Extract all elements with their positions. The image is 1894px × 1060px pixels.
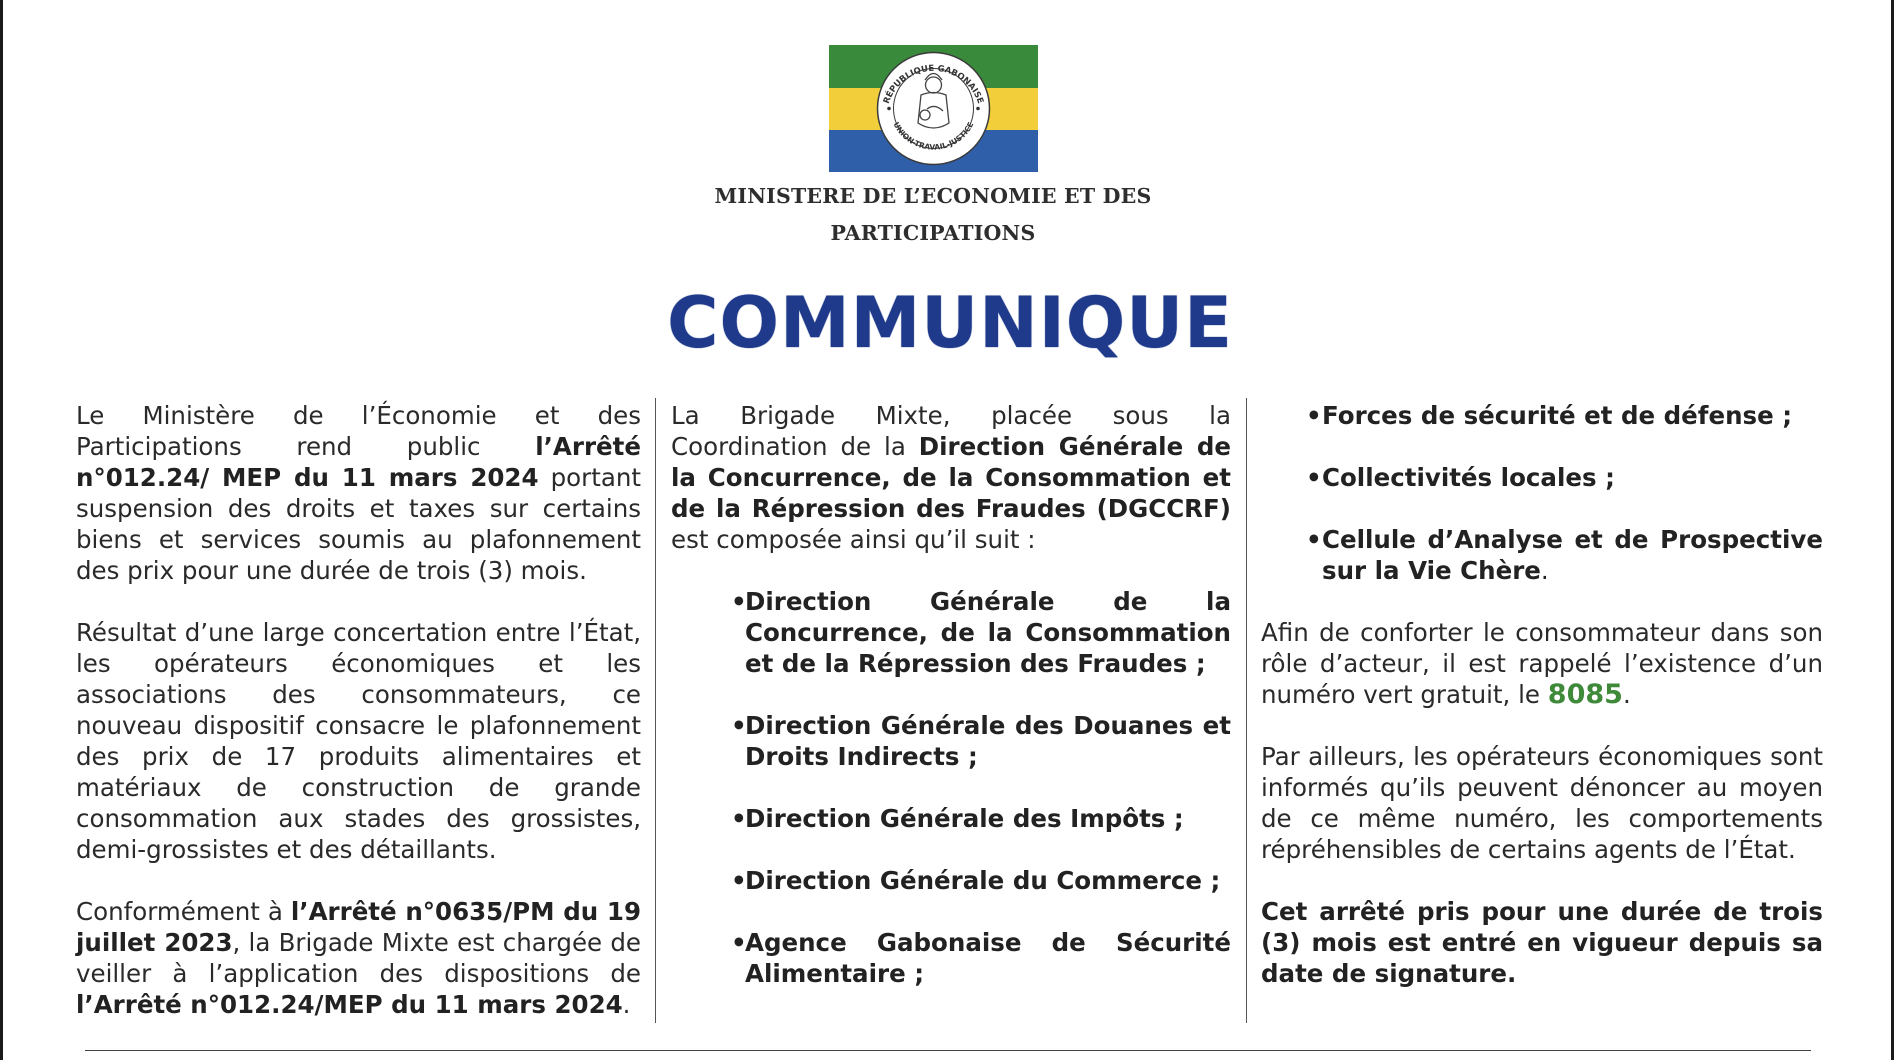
column-1 xyxy=(76,400,641,1051)
column-divider-2 xyxy=(1246,398,1247,1023)
dgccrf-name: Direction Générale de la Concurrence, de la Consommation et de la Répression des Fraudes (DGCCRF) xyxy=(671,432,1231,523)
list-item: • Direction Générale des Douanes et Droits Indirects ; xyxy=(731,711,1231,771)
brigade-members-list-continued xyxy=(1306,400,1823,586)
col2-intro: La Brigade Mixte, placée sous la Coordination de la Direction Générale de la Concurrence, de la Consommation et de la Répression des Fraudes (DGCCRF) est composée ainsi qu’il suit : xyxy=(671,401,1231,554)
col3-paragraph-3: Cet arrêté pris pour une durée de trois (3) mois est entré en vigueur depuis sa date de signature. xyxy=(1261,897,1823,988)
decree-reference-mep: l’Arrêté n°012.24/MEP du 11 mars 2024 xyxy=(76,990,623,1019)
column-3 xyxy=(1261,400,1823,1020)
col1-paragraph-2: Résultat d’une large concertation entre l’État, les opérateurs économiques et les associations des consommateurs, ce nouveau dispositif consacre le plafonnement des prix de 17 produits alimentaires et matériaux de construction de grande consommation aux stades des grossistes, demi-grossistes et des détaillants. xyxy=(76,618,641,864)
column-2 xyxy=(671,400,1231,1020)
decree-reference: l’Arrêté n°012.24/ MEP du 11 mars 2024 xyxy=(76,432,641,492)
col3-paragraph-hotline: Afin de conforter le consommateur dans son rôle d’acteur, il est rappelé l’existence d’un numéro vert gratuit, le 8085. xyxy=(1261,618,1823,710)
decree-reference-pm: l’Arrêté n°0635/PM du 19 juillet 2023 xyxy=(76,897,642,957)
list-item: • Direction Générale du Commerce ; xyxy=(731,866,1221,895)
list-item: • Forces de sécurité et de défense ; xyxy=(1306,401,1793,430)
col3-paragraph-2: Par ailleurs, les opérateurs économiques sont informés qu’ils peuvent dénoncer au moyen de ce même numéro, les comportements répréhensibles de certains agents de l’État. xyxy=(1261,742,1823,864)
hotline-number: 8085 xyxy=(1547,679,1623,710)
footer-divider xyxy=(85,1050,1811,1051)
ministry-name xyxy=(653,178,1213,252)
list-item: • Direction Générale de la Concurrence, de la Consommation et de la Répression des Fraudes ; xyxy=(731,587,1231,678)
seal-text-top: RÉPUBLIQUE GABONAISE xyxy=(881,63,986,106)
ministry-line-2: PARTICIPATIONS xyxy=(830,221,1036,245)
page-title: COMMUNIQUE xyxy=(667,282,1233,364)
col1-paragraph-1: Le Ministère de l’Économie et des Participations rend public l’Arrêté n°012.24/ MEP du 11 mars 2024 portant suspension des droits et taxes sur certains biens et services soumis au plafonnement des prix pour une durée de trois (3) mois. xyxy=(76,401,641,585)
list-item: • Agence Gabonaise de Sécurité Alimentaire ; xyxy=(731,928,1231,988)
list-item: • Cellule d’Analyse et de Prospective sur la Vie Chère. xyxy=(1306,525,1823,585)
col1-paragraph-3: Conformément à l’Arrêté n°0635/PM du 19 juillet 2023, la Brigade Mixte est chargée de veiller à l’application des dispositions de l’Arrêté n°012.24/MEP du 11 mars 2024. xyxy=(76,897,642,1019)
seal-text-bottom: UNION-TRAVAIL-JUSTICE xyxy=(891,120,976,152)
list-item: • Collectivités locales ; xyxy=(1306,463,1615,492)
list-item: • Direction Générale des Impôts ; xyxy=(731,804,1184,833)
ministry-line-1: MINISTERE DE L’ECONOMIE ET DES xyxy=(714,184,1152,208)
brigade-members-list xyxy=(731,586,1231,989)
column-divider-1 xyxy=(655,398,656,1023)
gabon-flag-emblem xyxy=(829,45,1038,172)
